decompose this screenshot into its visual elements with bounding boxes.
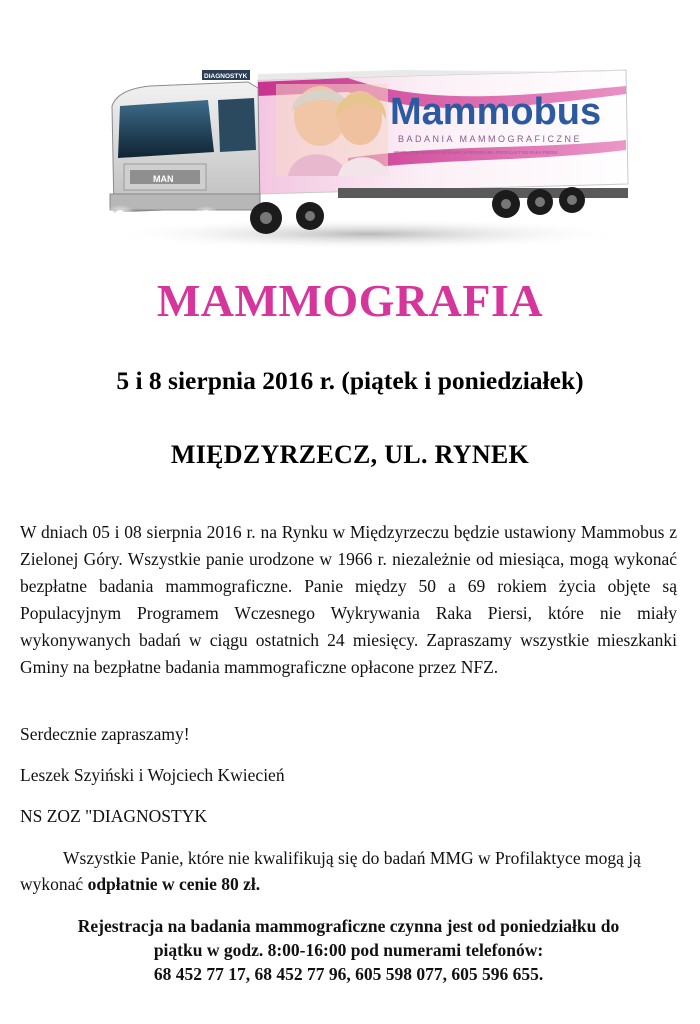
greeting: Serdecznie zapraszamy! — [20, 724, 190, 744]
registration-line-2: piątku w godz. 8:00-16:00 pod numerami telefonów: — [153, 940, 544, 960]
registration-phones: 68 452 77 17, 68 452 77 96, 605 598 077, 605 596 655. — [153, 964, 544, 984]
organization: NS ZOZ "DIAGNOSTYK — [20, 806, 207, 826]
cab-badge-text: DIAGNOSTYK — [204, 73, 248, 80]
event-location: MIĘDZYRZECZ, UL. RYNEK — [170, 440, 530, 469]
paid-exam-text: Wszystkie Panie, które nie kwalifikują się do badań MMG w Profilaktyce mogą ją wykonać — [20, 848, 641, 894]
mammobus-fineprint: BEZPŁATNE BADANIA W RAMACH PROGRAMU PROFILAKTYKI RAKA PIERSI — [394, 150, 558, 155]
mammobus-truck-image — [98, 66, 630, 248]
paid-exam-price: odpłatnie w cenie 80 zł. — [87, 874, 261, 894]
paid-exam-paragraph — [20, 845, 677, 897]
info-paragraph: W dniach 05 i 08 sierpnia 2016 r. na Rynku w Międzyrzeczu będzie ustawiony Mammobus z Zielonej Góry. Wszystkie panie urodzone w 1966 r. niezależnie od miesiąca, mogą wykonać bezpłatne badania mammograficzne. Panie między 50 a 69 rokiem życia objęte są Populacyjnym Programem Wczesnego Wykrywania Raka Piersi, które nie miały wykonywanych badań w ciągu ostatnich 24 miesięcy. Zapraszamy wszystkie mieszkanki Gminy na bezpłatne badania mammograficzne opłacone przez NFZ. — [20, 522, 677, 677]
registration-info — [20, 914, 677, 986]
trailer — [258, 70, 628, 198]
page-title: MAMMOGRAFIA — [156, 275, 544, 326]
event-dates: 5 i 8 sierpnia 2016 r. (piątek i poniedziałek) — [116, 366, 584, 395]
grille-logo: MAN — [153, 174, 174, 184]
mammobus-logo-subtitle: BADANIA MAMMOGRAFICZNE — [398, 134, 583, 144]
women-photo — [276, 84, 390, 176]
truck-cab — [104, 70, 260, 223]
signers: Leszek Szyiński i Wojciech Kwiecień — [20, 765, 285, 785]
mammobus-logo-text: Mammobus — [390, 91, 602, 133]
registration-line-1: Rejestracja na badania mammograficzne czynna jest od poniedziałku do — [77, 916, 620, 936]
